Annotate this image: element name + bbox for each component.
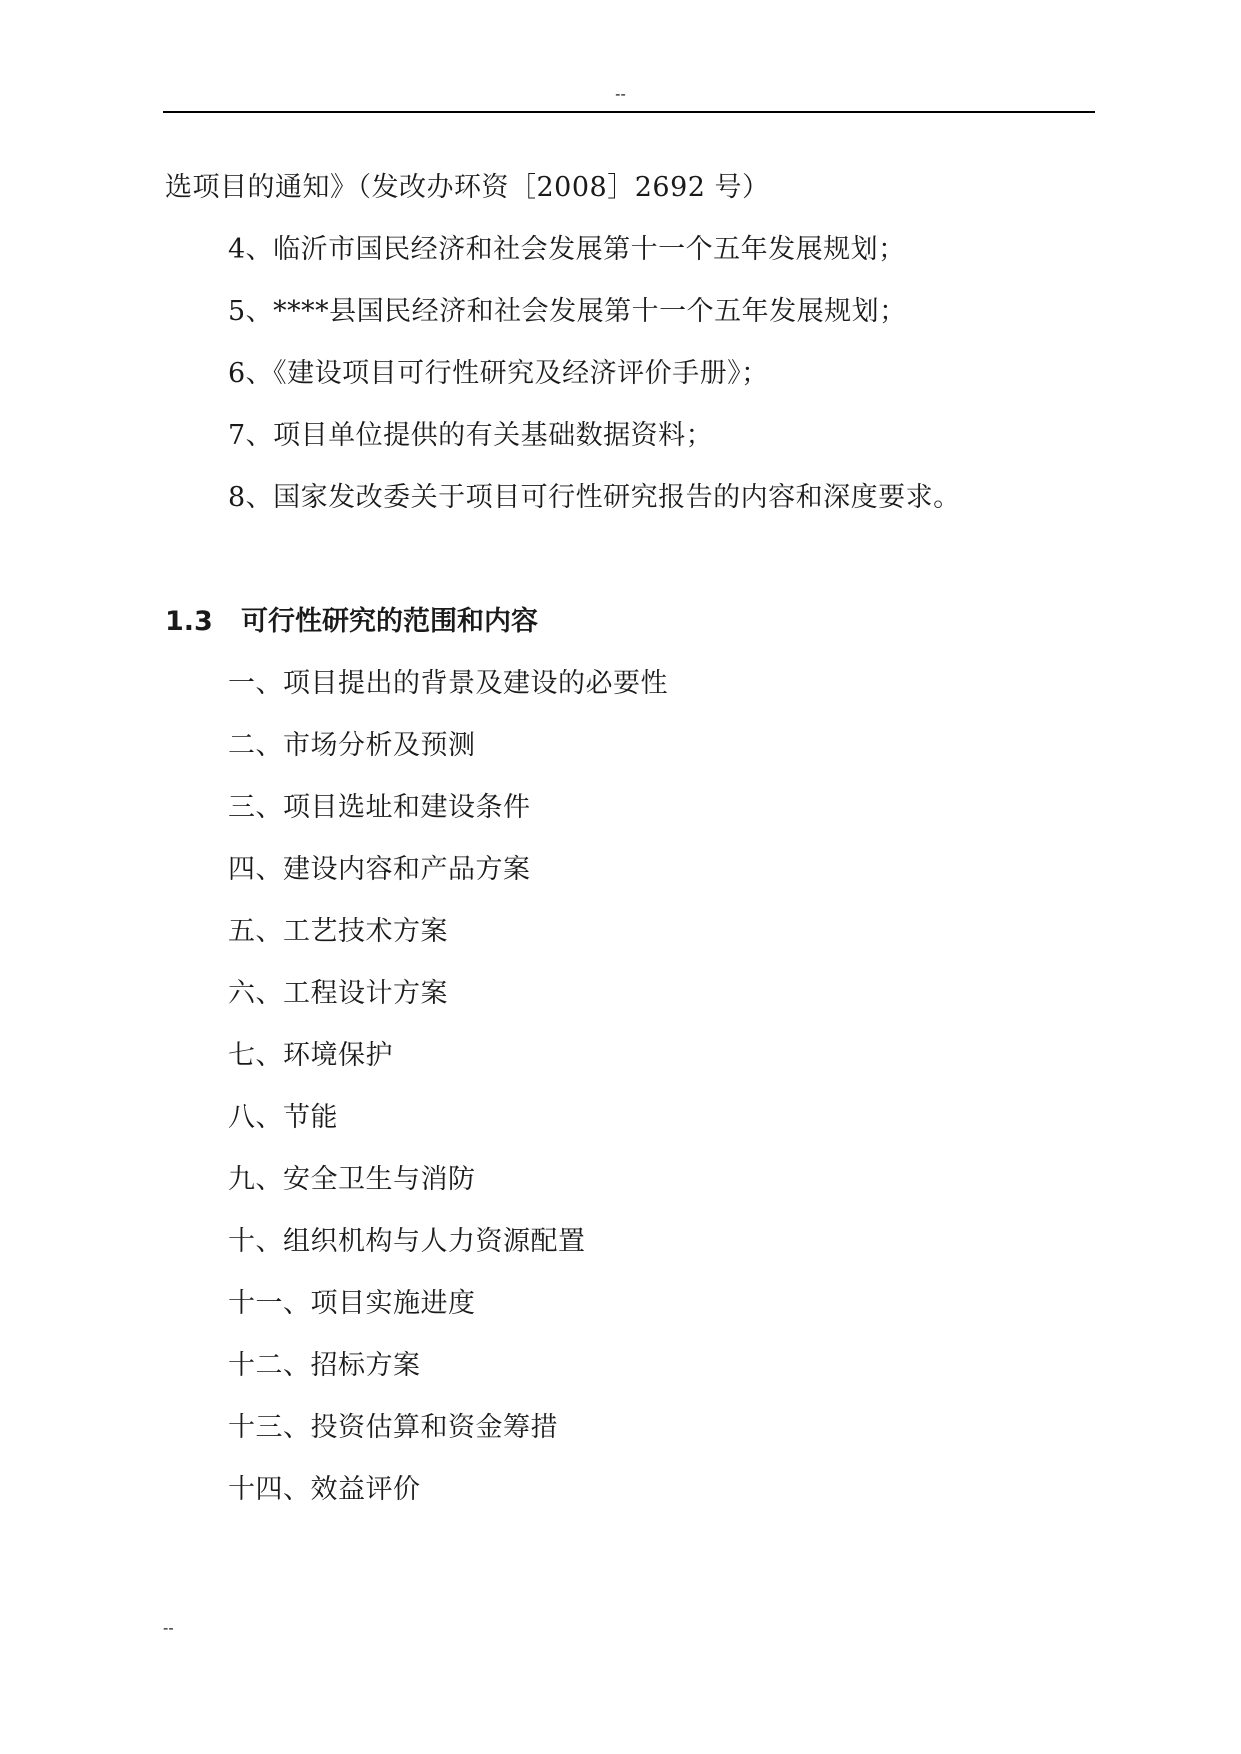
page-header: -- — [615, 86, 626, 103]
scope-item-12: 十二、招标方案 — [228, 1350, 421, 1381]
scope-item-10: 十、组织机构与人力资源配置 — [228, 1226, 586, 1257]
scope-item-14: 十四、效益评价 — [228, 1474, 421, 1505]
basis-item-7: 7、项目单位提供的有关基础数据资料； — [228, 420, 714, 451]
basis-item-6: 6、《建设项目可行性研究及经济评价手册》； — [228, 358, 769, 389]
scope-item-6: 六、工程设计方案 — [228, 978, 448, 1009]
scope-item-13: 十三、投资估算和资金筹措 — [228, 1412, 558, 1443]
scope-item-1: 一、项目提出的背景及建设的必要性 — [228, 668, 668, 699]
basis-item-5: 5、****县国民经济和社会发展第十一个五年发展规划； — [228, 296, 907, 327]
basis-item-8: 8、国家发改委关于项目可行性研究报告的内容和深度要求。 — [228, 482, 961, 513]
scope-item-2: 二、市场分析及预测 — [228, 730, 476, 761]
basis-item-4: 4、临沂市国民经济和社会发展第十一个五年发展规划； — [228, 234, 906, 265]
scope-item-8: 八、节能 — [228, 1102, 338, 1133]
basis-continuation-line: 选项目的通知》（发改办环资［2008］2692 号） — [165, 172, 770, 203]
scope-item-3: 三、项目选址和建设条件 — [228, 792, 531, 823]
scope-item-9: 九、安全卫生与消防 — [228, 1164, 476, 1195]
scope-item-5: 五、工艺技术方案 — [228, 916, 448, 947]
section-heading — [165, 605, 538, 639]
scope-item-4: 四、建设内容和产品方案 — [228, 854, 531, 885]
header-rule — [163, 111, 1095, 113]
section-title: 可行性研究的范围和内容 — [241, 606, 538, 637]
scope-item-11: 十一、项目实施进度 — [228, 1288, 476, 1319]
page-footer: -- — [163, 1620, 174, 1637]
scope-item-7: 七、环境保护 — [228, 1040, 393, 1071]
section-number: 1.3 — [165, 606, 213, 637]
